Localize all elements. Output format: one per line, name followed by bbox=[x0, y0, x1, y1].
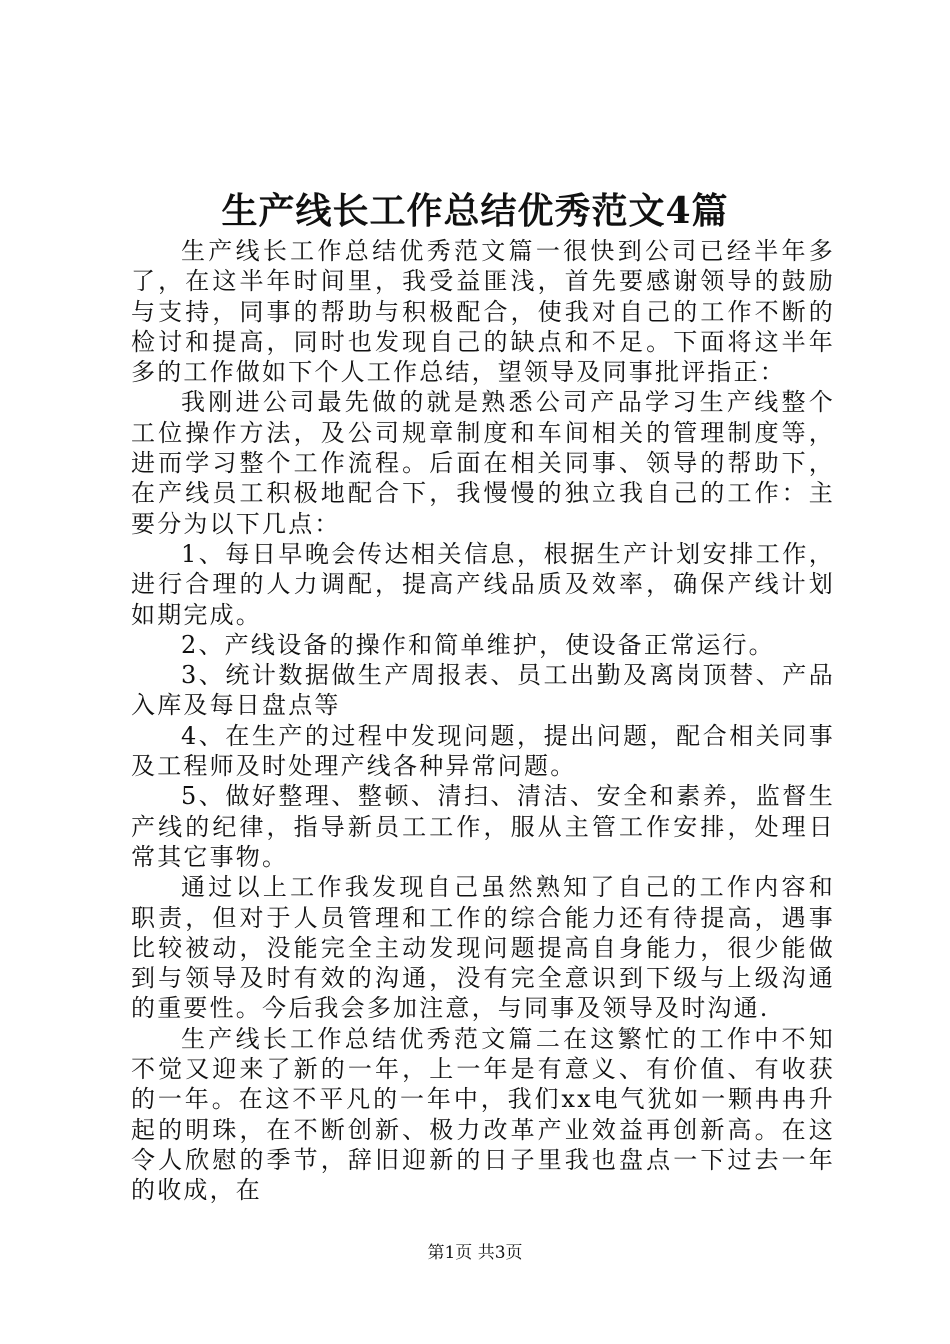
paragraph: 生产线长工作总结优秀范文篇二在这繁忙的工作中不知不觉又迎来了新的一年，上一年是有意义、有价值、有收获的一年。在这不平凡的一年中，我们xx电气犹如一颗冉冉升起的明珠，在不断创新、极力改革产业效益再创新高。在这令人欣慰的季节，辞旧迎新的日子里我也盘点一下过去一年的收成，在 bbox=[131, 1024, 835, 1205]
list-item: 1、每日早晚会传达相关信息，根据生产计划安排工作，进行合理的人力调配，提高产线品质及效率，确保产线计划如期完成。 bbox=[131, 539, 835, 629]
document-title: 生产线长工作总结优秀范文4篇 bbox=[221, 190, 729, 232]
paragraph: 我刚进公司最先做的就是熟悉公司产品学习生产线整个工位操作方法，及公司规章制度和车间相关的管理制度等，进而学习整个工作流程。后面在相关同事、领导的帮助下，在产线员工积极地配合下，我慢慢的独立我自己的工作：主要分为以下几点： bbox=[131, 388, 835, 538]
paragraph: 生产线长工作总结优秀范文篇一很快到公司已经半年多了，在这半年时间里，我受益匪浅，首先要感谢领导的鼓励与支持，同事的帮助与积极配合，使我对自己的工作不断的检讨和提高，同时也发现自己的缺点和不足。下面将这半年多的工作做如下个人工作总结，望领导及同事批评指正： bbox=[131, 237, 835, 387]
paragraph: 通过以上工作我发现自己虽然熟知了自己的工作内容和职责，但对于人员管理和工作的综合能力还有待提高，遇事比较被动，没能完全主动发现问题提高自身能力，很少能做到与领导及时有效的沟通，没有完全意识到下级与上级沟通的重要性。今后我会多加注意，与同事及领导及时沟通. bbox=[131, 873, 835, 1023]
list-item: 5、做好整理、整顿、清扫、清洁、安全和素养，监督生产线的纪律，指导新员工工作，服从主管工作安排，处理日常其它事物。 bbox=[131, 782, 835, 871]
document-body bbox=[131, 236, 835, 1206]
page-number: 第1页 共3页 bbox=[427, 1243, 523, 1263]
list-item: 4、在生产的过程中发现问题，提出问题，配合相关同事及工程师及时处理产线各种异常问题。 bbox=[131, 721, 835, 781]
list-item: 2、产线设备的操作和简单维护，使设备正常运行。 bbox=[181, 630, 775, 659]
list-item: 3、统计数据做生产周报表、员工出勤及离岗顶替、产品入库及每日盘点等 bbox=[131, 661, 835, 720]
